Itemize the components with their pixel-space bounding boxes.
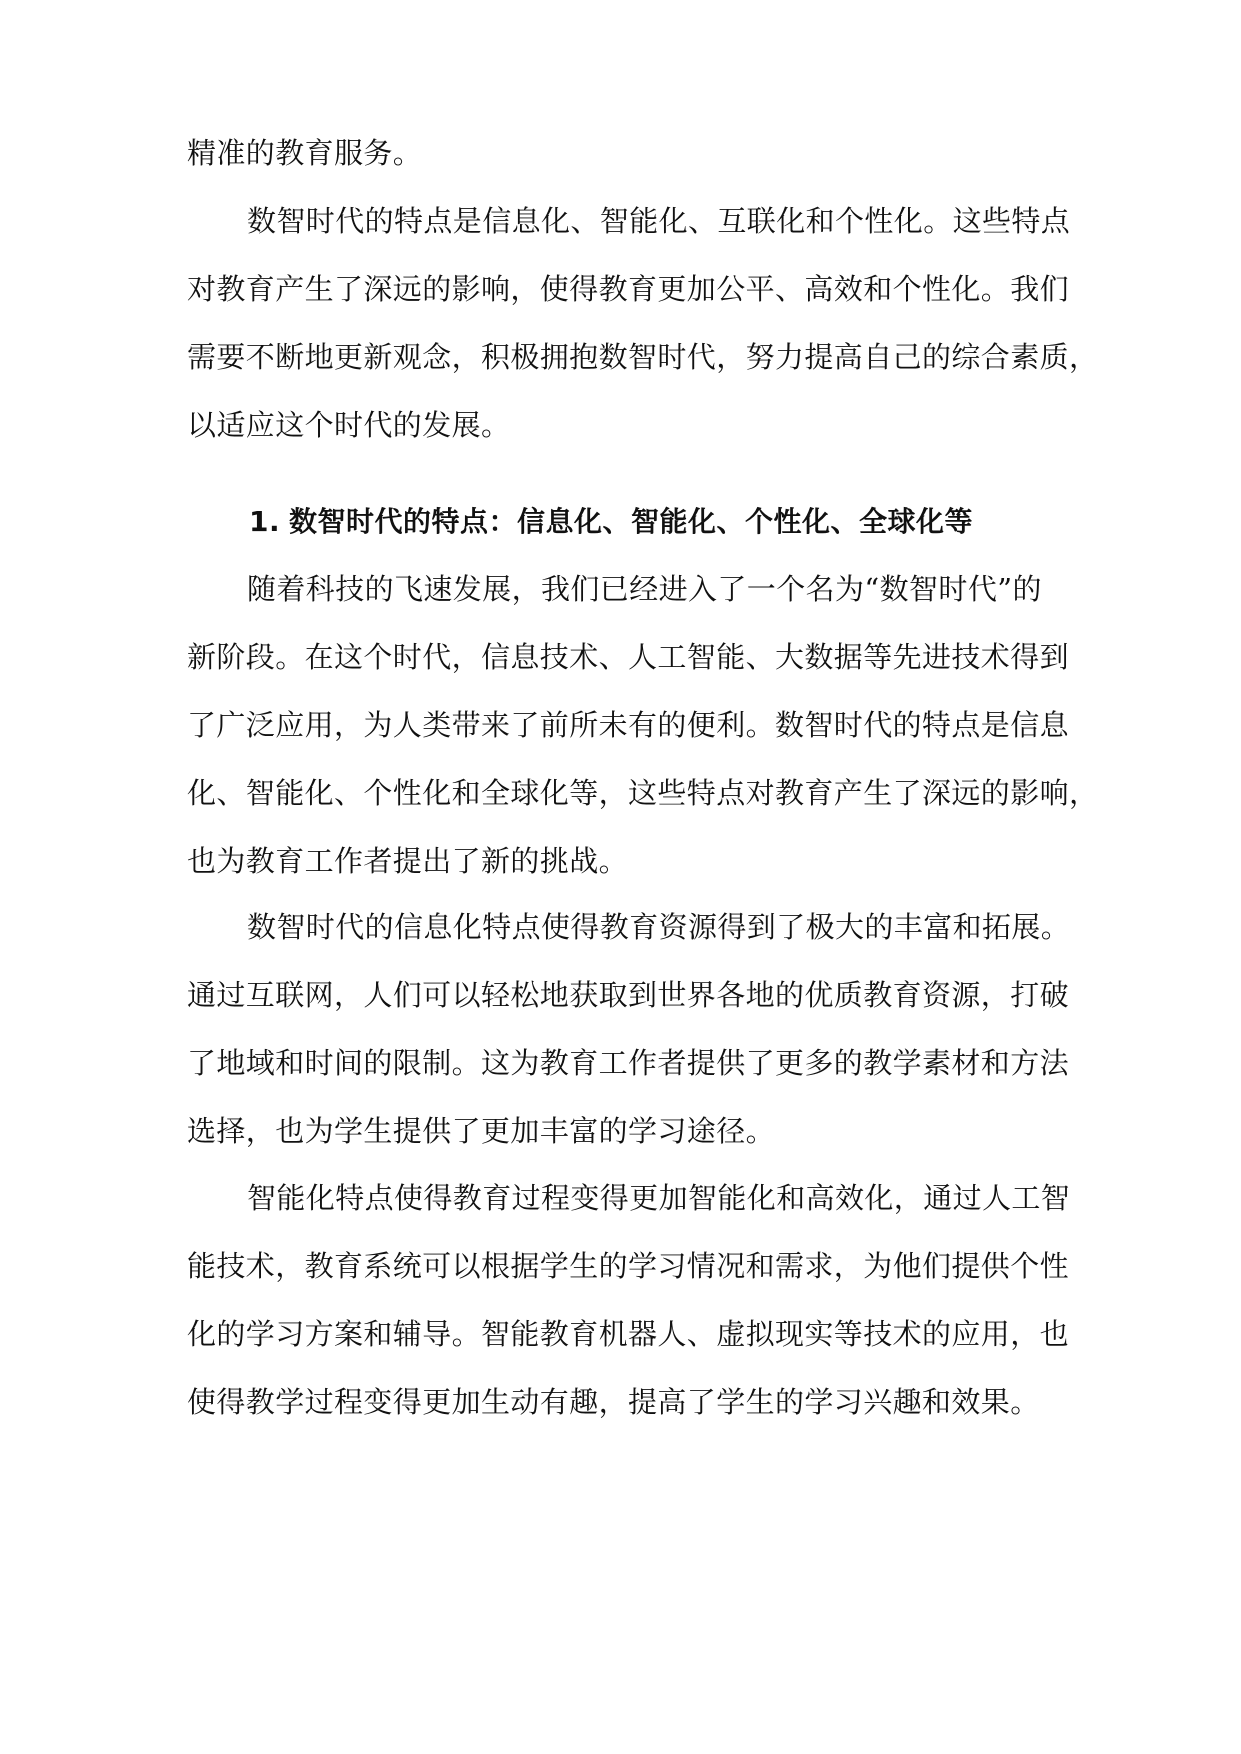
paragraph-2-line: 通过互联网，人们可以轻松地获取到世界各地的优质教育资源，打破	[187, 978, 1070, 1012]
paragraph-3-line: 化的学习方案和辅导。智能教育机器人、虚拟现实等技术的应用，也	[187, 1317, 1070, 1351]
summary-paragraph-line: 数智时代的特点是信息化、智能化、互联化和个性化。这些特点	[247, 204, 1071, 238]
section-heading-number: 1.	[249, 505, 281, 538]
section-heading-title: 数智时代的特点：信息化、智能化、个性化、全球化等	[289, 505, 974, 538]
paragraph-3-line: 智能化特点使得教育过程变得更加智能化和高效化，通过人工智	[247, 1181, 1071, 1215]
paragraph-2-line: 数智时代的信息化特点使得教育资源得到了极大的丰富和拓展。	[247, 910, 1071, 944]
summary-paragraph-line: 对教育产生了深远的影响，使得教育更加公平、高效和个性化。我们	[187, 272, 1070, 306]
paragraph-3-line: 使得教学过程变得更加生动有趣，提高了学生的学习兴趣和效果。	[187, 1385, 1040, 1419]
paragraph-2-line: 了地域和时间的限制。这为教育工作者提供了更多的教学素材和方法	[187, 1046, 1070, 1080]
summary-paragraph-line: 需要不断地更新观念，积极拥抱数智时代，努力提高自己的综合素质，	[187, 340, 1099, 374]
summary-paragraph-line: 以适应这个时代的发展。	[187, 408, 511, 442]
paragraph-1-line: 随着科技的飞速发展，我们已经进入了一个名为“数智时代”的	[247, 572, 1042, 606]
paragraph-3-line: 能技术，教育系统可以根据学生的学习情况和需求，为他们提供个性	[187, 1249, 1070, 1283]
paragraph-1-line: 化、智能化、个性化和全球化等，这些特点对教育产生了深远的影响，	[187, 776, 1099, 810]
paragraph-1-line: 了广泛应用，为人类带来了前所未有的便利。数智时代的特点是信息	[187, 708, 1070, 742]
section-heading	[249, 505, 1129, 539]
paragraph-1-line: 也为教育工作者提出了新的挑战。	[187, 844, 629, 878]
paragraph-2-line: 选择，也为学生提供了更加丰富的学习途径。	[187, 1114, 776, 1148]
paragraph-1-line: 新阶段。在这个时代，信息技术、人工智能、大数据等先进技术得到	[187, 640, 1070, 674]
intro-fragment-line: 精准的教育服务。	[187, 136, 423, 170]
